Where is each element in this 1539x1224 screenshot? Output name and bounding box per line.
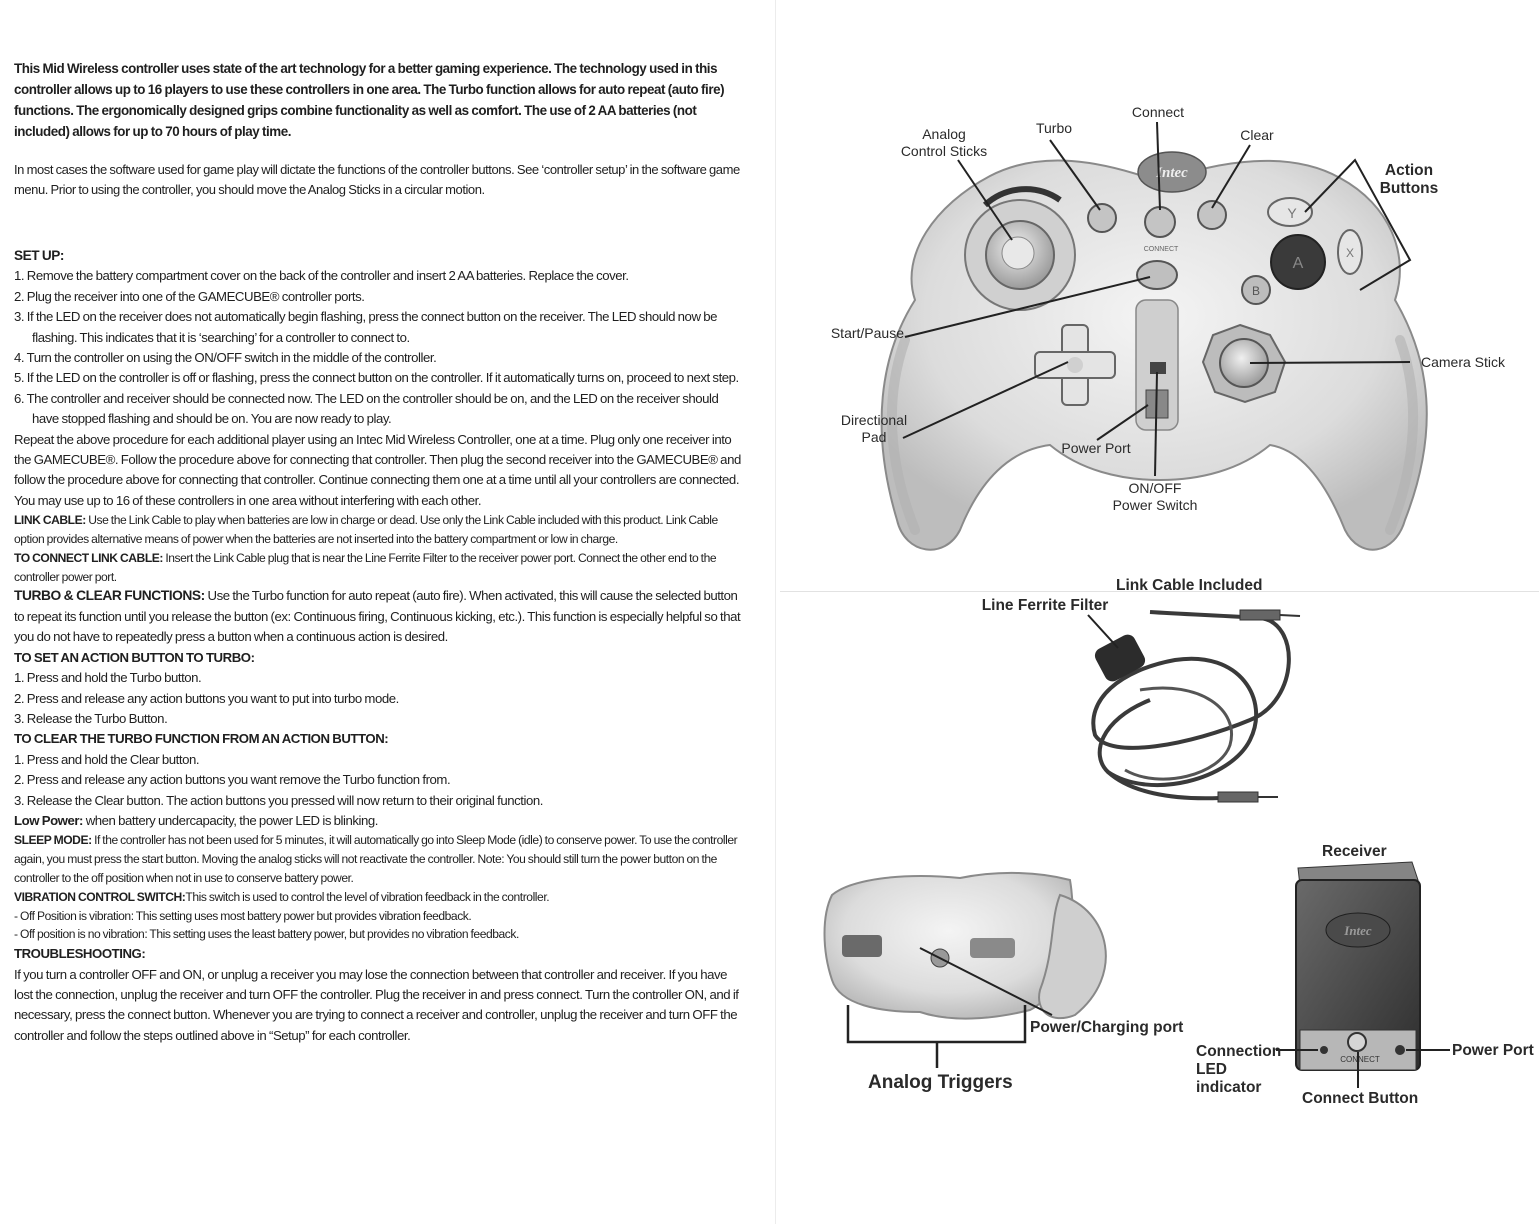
repeat-paragraph: Repeat the above procedure for each additional player using an Intec Mid Wireless Controller, one at a time. Plug only one receiver into the GAMECUBE®. Follow the procedure above for connecting that controller. Then plug the second receiver into the GAMECUBE® and follow the procedure above for connecting that controller. Continue connecting them one at a time until all your controllers are connected. You may use up to 16 of these controllers in one area without interfering with each other. (14, 431, 741, 508)
setup-heading: SET UP: (14, 248, 64, 263)
link-cable-label: LINK CABLE: (14, 513, 86, 528)
low-power-label: Low Power: (14, 812, 83, 828)
setup-step-6: 6. The controller and receiver should be connected now. The LED on the controller should be on, and the LED on the receiver should have stopped flashing and should be on. You are now ready to play. (14, 390, 719, 427)
label-line-ferrite-filter: Line Ferrite Filter (981, 597, 1109, 614)
low-power-text: when battery undercapacity, the power LED is blinking. (83, 812, 379, 828)
label-link-cable-included: Link Cable Included (1116, 577, 1263, 594)
label-analog-triggers: Analog Triggers (868, 1072, 1013, 1093)
receiver-connect-button (1348, 1033, 1366, 1051)
ferrite-leader (1088, 615, 1118, 648)
receiver-connect-print: CONNECT (1340, 1055, 1380, 1064)
setup-step-3: 3. If the LED on the receiver does not automatically begin flashing, press the connect button on the receiver. The LED should now be flashing. This indicates that it is ‘searching’ for a controller to connect to. (14, 309, 717, 345)
label-connect-button: Connect Button (1302, 1090, 1419, 1107)
receiver-illustration (1276, 862, 1450, 1088)
setup-step-2: 2. Plug the receiver into one of the GAMECUBE® controller ports. (14, 288, 365, 304)
sleep-mode-text: If the controller has not been used for 5 minutes, it will automatically go into Sleep Mode (idle) to conserve power. To use the controller again, you must press the start button. Moving the analog sticks will not reactivate the controller. Note: You should still turn the power button on the controller to the off position when not in use to conserve battery power. (14, 833, 738, 885)
turbo-clear-label: TURBO & CLEAR FUNCTIONS: (14, 588, 205, 604)
on-off-switch (1150, 362, 1166, 374)
label-power-port: Power Port (1061, 440, 1131, 456)
set-turbo-step-3: 3. Release the Turbo Button. (14, 710, 168, 726)
cable-plug-top (1240, 610, 1280, 620)
label-on-off-power-switch: ON/OFF Power Switch (1112, 480, 1198, 513)
right-trigger (970, 938, 1015, 958)
clear-turbo-step-1: 1. Press and hold the Clear button. (14, 751, 200, 767)
troubleshooting-paragraph: If you turn a controller OFF and ON, or unplug a receiver you may lose the connection between that controller and receiver. If you have lost the connection, unplug the receiver and turn OFF the controller. Plug the receiver in and press connect. Turn the controller ON, and if necessary, press the connect button. Whenever you are trying to connect a receiver and controller, unplug the receiver and turn OFF the controller and follow the steps outlined above in “Setup” for each controller. (14, 966, 739, 1043)
label-action-buttons: Action Buttons (1379, 162, 1439, 197)
set-turbo-step-2: 2. Press and release any action buttons you want to put into turbo mode. (14, 690, 399, 706)
a-button-label: A (1292, 255, 1304, 272)
clear-turbo-step-3: 3. Release the Clear button. The action buttons you pressed will now return to their original function. (14, 792, 543, 808)
b-button-label: B (1251, 284, 1261, 298)
label-power-charging-port: Power/Charging port (1030, 1019, 1184, 1036)
connect-button (1145, 207, 1175, 237)
vibration-on-line: - Off Position is vibration: This setting uses most battery power but provides vibration feedback. (14, 908, 472, 923)
vibration-text: This switch is used to control the level of vibration feedback in the controller. (185, 889, 550, 904)
receiver-led (1320, 1046, 1328, 1054)
label-receiver-power-port: Power Port (1452, 1042, 1534, 1059)
label-connect: Connect (1131, 104, 1185, 120)
label-turbo: Turbo (1035, 120, 1073, 136)
clear-turbo-step-2: 2. Press and release any action buttons you want remove the Turbo function from. (14, 772, 451, 788)
left-trigger (842, 935, 882, 957)
sleep-mode-label: SLEEP MODE: (14, 833, 92, 848)
receiver-logo: Intec (1344, 923, 1372, 938)
receiver-power-port (1395, 1045, 1405, 1055)
controller-connect-print: CONNECT (1143, 246, 1179, 253)
link-cable-text: Use the Link Cable to play when batteries are low in charge or dead. Use only the Link Cable included with this product. Link Cable option provides alternative means of power when the batteries are not inserted into the battery compartment or low in charge. (14, 513, 718, 547)
set-turbo-step-1: 1. Press and hold the Turbo button. (14, 670, 202, 686)
setup-step-1: 1. Remove the battery compartment cover on the back of the controller and insert 2 AA batteries. Replace the cover. (14, 268, 629, 284)
cable-plug-bottom (1218, 792, 1258, 802)
label-clear: Clear (1240, 127, 1274, 143)
label-directional-pad: Directional Pad (840, 412, 908, 445)
x-button-label: X (1345, 246, 1355, 260)
label-start-pause: Start/Pause (830, 325, 904, 341)
vibration-off-line: - Off position is no vibration: This setting uses the least battery power, but provides no vibration feedback. (14, 927, 519, 942)
y-button-label: Y (1287, 205, 1297, 221)
troubleshooting-heading: TROUBLESHOOTING: (14, 946, 146, 962)
intro-note: In most cases the software used for game play will dictate the functions of the controller buttons. See ‘controller setup’ in the software game menu. Prior to using the controller, you should move the Analog Sticks in a circular motion. (14, 162, 740, 197)
clear-turbo-heading: TO CLEAR THE TURBO FUNCTION FROM AN ACTION BUTTON: (14, 731, 389, 747)
turbo-button (1088, 204, 1116, 232)
start-pause-button (1137, 261, 1177, 289)
set-turbo-heading: TO SET AN ACTION BUTTON TO TURBO: (14, 649, 255, 665)
label-analog-control-sticks: Analog Control Sticks (900, 126, 988, 159)
line-ferrite-filter (1092, 632, 1148, 684)
connect-link-label: TO CONNECT LINK CABLE: (14, 550, 163, 565)
analog-stick-left-cap (1002, 237, 1034, 269)
connect-link-text: Insert the Link Cable plug that is near the Line Ferrite Filter to the receiver power port. Connect the other end to the controller power port. (14, 550, 717, 584)
label-receiver: Receiver (1322, 843, 1387, 860)
controller-side-view (825, 873, 1106, 1068)
intec-logo: Intec (1156, 165, 1188, 181)
setup-step-4: 4. Turn the controller on using the ON/OFF switch in the middle of the controller. (14, 350, 437, 366)
turbo-clear-text: Use the Turbo function for auto repeat (auto fire). When activated, this will cause the selected button to repeat its function until you release the button (ex: Continuous firing, Continuous kicking, etc.). This function is especially helpful so that you do not have to repeatedly press a button when a continuous action is desired. (14, 588, 741, 645)
label-camera-stick: Camera Stick (1420, 354, 1506, 370)
intro-paragraph: This Mid Wireless controller uses state of the art technology for a better gaming experience. The technology used in this controller allows up to 16 players to use these controllers in one area. The Turbo function allows for auto repeat (auto fire) functions. The ergonomically designed grips combine functionality as well as comfort. The use of 2 AA batteries (not included) allows for up to 70 hours of play time. (14, 61, 725, 139)
clear-button (1198, 201, 1226, 229)
setup-step-5: 5. If the LED on the controller is off or flashing, press the connect button on the controller. If it automatically turns on, proceed to next step. (14, 370, 739, 386)
link-cable-illustration (1088, 610, 1300, 802)
vibration-label: VIBRATION CONTROL SWITCH: (14, 889, 186, 904)
label-connection-led-indicator: Connection LED indicator (1196, 1043, 1282, 1096)
